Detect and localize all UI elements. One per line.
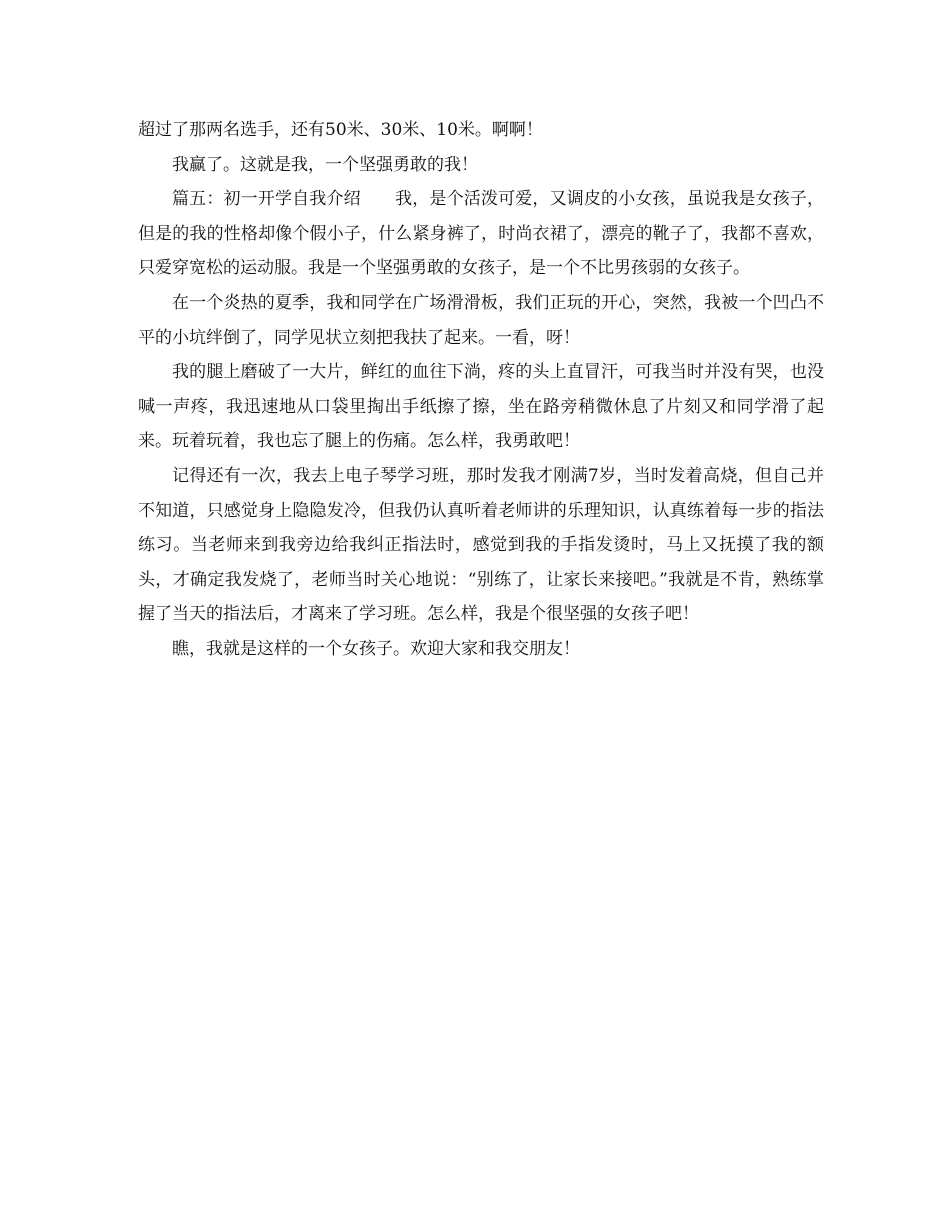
paragraph-4: 在一个炎热的夏季，我和同学在广场滑滑板，我们正玩的开心，突然，我被一个凹凸不平的小坑绊倒了，同学见状立刻把我扶了起来。一看，呀！ xyxy=(138,292,824,348)
paragraph-3: 篇五：初一开学自我介绍 我，是个活泼可爱，又调皮的小女孩，虽说我是女孩子，但是的我的性格却像个假小子，什么紧身裤了，时尚衣裙了，漂亮的靴子了，我都不喜欢，只爱穿宽松的运动服。我是一个坚强勇敢的女孩子，是一个不比男孩弱的女孩子。 xyxy=(138,189,824,279)
paragraph-2: 我赢了。这就是我，一个坚强勇敢的我！ xyxy=(172,154,478,175)
document-body xyxy=(138,113,824,667)
paragraph-1: 超过了那两名选手，还有50米、30米、10米。啊啊！ xyxy=(138,120,543,140)
paragraph-7: 瞧，我就是这样的一个女孩子。欢迎大家和我交朋友！ xyxy=(172,638,580,659)
paragraph-5: 我的腿上磨破了一大片，鲜红的血往下淌，疼的头上直冒汗，可我当时并没有哭，也没喊一声疼，我迅速地从口袋里掏出手纸擦了擦，坐在路旁稍微休息了片刻又和同学滑了起来。玩着玩着，我也忘了腿上的伤痛。怎么样，我勇敢吧！ xyxy=(138,362,824,452)
paragraph-6: 记得还有一次，我去上电子琴学习班，那时发我才刚满7岁，当时发着高烧，但自己并不知道，只感觉身上隐隐发冷，但我仍认真听着老师讲的乐理知识，认真练着每一步的指法练习。当老师来到我旁边给我纠正指法时，感觉到我的手指发烫时，马上又抚摸了我的额头，才确定我发烧了，老师当时关心地说：“别练了，让家长来接吧。”我就是不肯，熟练掌握了当天的指法后，才离来了学习班。怎么样，我是个很坚强的女孩子吧！ xyxy=(138,465,824,625)
